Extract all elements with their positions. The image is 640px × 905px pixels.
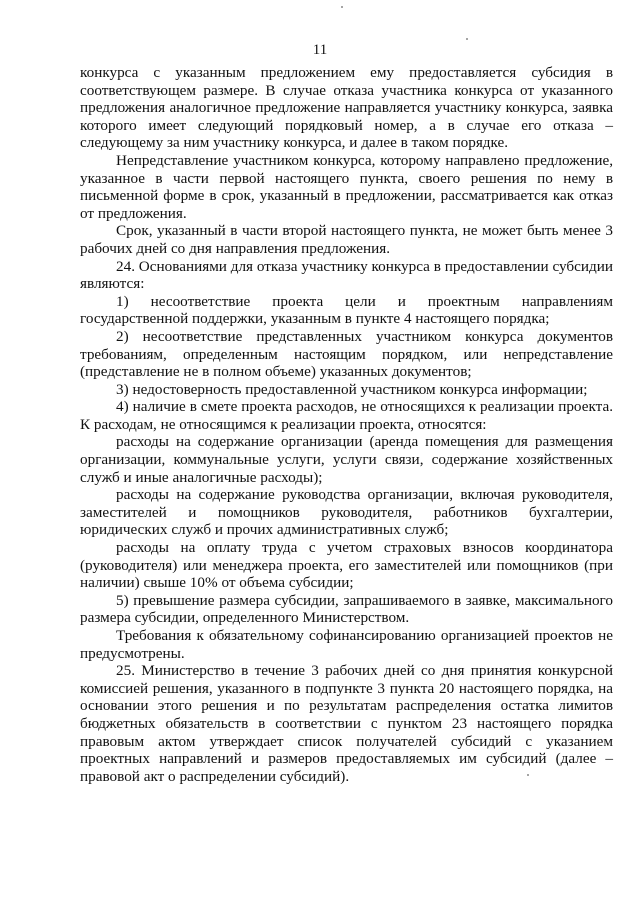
- paragraph: конкурса с указанным предложением ему предоставляется субсидия в соответствующем размере. В случае отказа участника конкурса от указанного предложения аналогичное предложение направляется участнику конкурса, заявка которого имеет следующий порядковый номер, а в случае его отказа – следующему за ним участнику конкурса, и далее в таком порядке.: [80, 64, 613, 152]
- paragraph: расходы на содержание организации (аренда помещения для размещения организации, коммунальные услуги, услуги связи, содержание хозяйственных служб и иные аналогичные расходы);: [80, 433, 613, 486]
- scan-speck: [527, 774, 529, 776]
- document-body: [80, 64, 613, 785]
- paragraph: Требования к обязательному софинансированию организацией проектов не предусмотрены.: [80, 627, 613, 662]
- paragraph: Срок, указанный в части второй настоящего пункта, не может быть менее 3 рабочих дней со дня направления предложения.: [80, 222, 613, 257]
- paragraph: 5) превышение размера субсидии, запрашиваемого в заявке, максимального размера субсидии, определенного Министерством.: [80, 591, 613, 627]
- paragraph: 2) несоответствие представленных участником конкурса документов требованиям, определенным настоящим порядком, или непредставление (представление не в полном объеме) указанных документов;: [80, 327, 613, 381]
- paragraph: расходы на оплату труда с учетом страховых взносов координатора (руководителя) или менеджера проекта, его заместителей или помощников (при наличии) свыше 10% от объема субсидии;: [80, 539, 613, 592]
- paragraph: 25. Министерство в течение 3 рабочих дней со дня принятия конкурсной комиссией решения, указанного в подпункте 3 пункта 20 настоящего порядка, на основании этого решения и по результатам распределения остатка лимитов бюджетных обязательств в соответствии с пунктом 23 настоящего порядка правовым актом утверждает список получателей субсидий с указанием проектных направлений и размеров предоставляемых им субсидий (далее – правовой акт о распределении субсидий).: [80, 662, 613, 785]
- paragraph: расходы на содержание руководства организации, включая руководителя, заместителей и помощников руководителя, работников бухгалтерии, юридических служб и прочих административных служб;: [80, 486, 613, 539]
- scan-speck: [341, 6, 343, 8]
- paragraph: 3) недостоверность предоставленной участником конкурса информации;: [116, 380, 588, 398]
- paragraph: 1) несоответствие проекта цели и проектным направлениям государственной поддержки, указанным в пункте 4 настоящего порядка;: [80, 292, 613, 328]
- scan-speck: [466, 38, 468, 40]
- paragraph: 4) наличие в смете проекта расходов, не относящихся к реализации проекта. К расходам, не относящимся к реализации проекта, относятся:: [80, 398, 613, 433]
- paragraph: 24. Основаниями для отказа участнику конкурса в предоставлении субсидии являются:: [80, 257, 613, 293]
- page-number: 11: [312, 42, 328, 58]
- paragraph: Непредставление участником конкурса, которому направлено предложение, указанное в части первой настоящего пункта, своего решения по нему в письменной форме в срок, указанный в предложении, рассматривается как отказ от предложения.: [80, 151, 613, 222]
